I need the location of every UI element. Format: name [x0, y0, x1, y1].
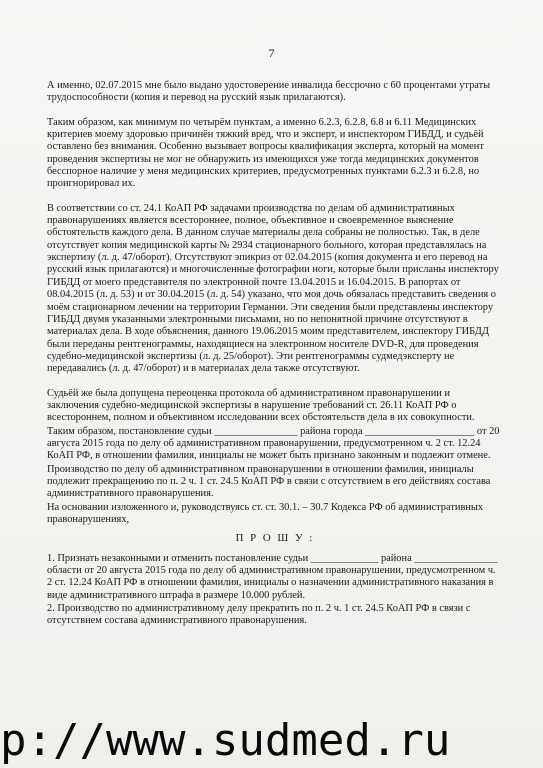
paragraph-judge-reassessment: Судьёй же была допущена переоценка протокола об административном правонарушении и заключения судебно-медицинской экспертизы в нарушение требований ст. 26.11 КоАП РФ о всестороннем, полном и объективном исследовании всех обстоятельств дела в их совокупности.	[47, 387, 475, 424]
paragraph-legal-basis: На основании изложенного и, руководствуясь ст. ст. 30.1. – 30.7 Кодекса РФ об административных правонарушениях,	[47, 501, 484, 525]
paragraph-termination: Производство по делу об административном правонарушении в отношении фамилия, инициалы подлежит прекращению по п. 2 ч. 1 ст. 24.5 КоАП РФ в связи с отсутствием в его действиях состава административного правонарушения.	[47, 463, 491, 500]
page-number: 7	[268, 46, 275, 60]
request-item-1: 1. Признать незаконными и отменить постановление судьи _____________ района ________________ области от 20 августа 2015 года по делу об административном правонарушении, предусмотренном ч. 2 ст. 12.24 КоАП РФ в отношении фамилия, инициалы о назначении административного наказания в виде административного штрафа в размере 10.000 рублей.	[47, 552, 498, 601]
watermark-url: p://www.sudmed.ru	[0, 715, 451, 766]
petition-heading: П Р О Ш У :	[235, 532, 315, 545]
document-body	[47, 80, 503, 629]
paragraph-disability: А именно, 02.07.2015 мне было выдано удостоверение инвалида бессрочно с 60 процентами утраты трудоспособности (копия и перевод на русский язык прилагаются).	[47, 80, 491, 104]
request-item-2: 2. Производство по административному делу прекратить по п. 2 ч. 1 ст. 24.5 КоАП РФ в связи с отсутствием состава административного правонарушения.	[47, 603, 471, 627]
paragraph-case-materials: В соответствии со ст. 24.1 КоАП РФ задачами производства по делам об административных правонарушениях является всестороннее, полное, объективное и своевременное выяснение обстоятельств каждого дела. В данном случае материалы дела собраны не полностью. Так, в деле отсутствует копия медицинской карты № 2934 стационарного больного, которая представлялась на экспертизу (л. д. 47/оборот). Отсутствуют эпикриз от 02.04.2015 (копия документа и его перевод на русский язык прилагаются) и многочисленные фотографии ноги, которые были присланы инспектору ГИБДД от моего представителя по электронной почте 13.04.2015 и 16.04.2015. В рапортах от 08.04.2015 (л. д. 53) и от 30.04.2015 (л. д. 54) указано, что моя дочь обязалась представить сведения о моём стационарном лечении на территории Германии. Эти сведения были представлены инспектору ГИБДД двумя указанными электронными письмами, но по непонятной причине отсутствуют в материалах дела. В ходе объяснения, данного 19.06.2015 моим представителем, инспектору ГИБДД были переданы рентгенограммы, находящиеся на электронном носителе DVD-R, для проведения судебно-медицинской экспертизы (л. д. 25/оборот). Эти рентгенограммы судмедэксперту не передавались (л. д. 47/оборот) и в материалах дела также отсутствуют.	[47, 202, 499, 375]
paragraph-ruling-unlawful: Таким образом, постановление судьи ________________ района города _____________________ от 20 августа 2015 года по делу об административном правонарушении, предусмотренном ч. 2 ст. 12.24 КоАП РФ, в отношении фамилия, инициалы не может быть признано законным и подлежит отмене.	[47, 425, 500, 462]
paragraph-criteria: Таким образом, как минимум по четырём пунктам, а именно 6.2.3, 6.2.8, 6.8 и 6.11 Медицинских критериев моему здоровью причинён тяжкий вред, что и эксперт, и инспектором ГИБДД, и судьёй оставлено без внимания. Особенно вызывает вопросы квалификация эксперта, который на момент проведения экспертизы не мог не обнаружить из имеющихся уже тогда медицинских документов бесспорное наличие у меня медицинских критериев, предусмотренных пунктами 6.2.3 и 6.2.8, но проигнорировал их.	[47, 116, 484, 190]
